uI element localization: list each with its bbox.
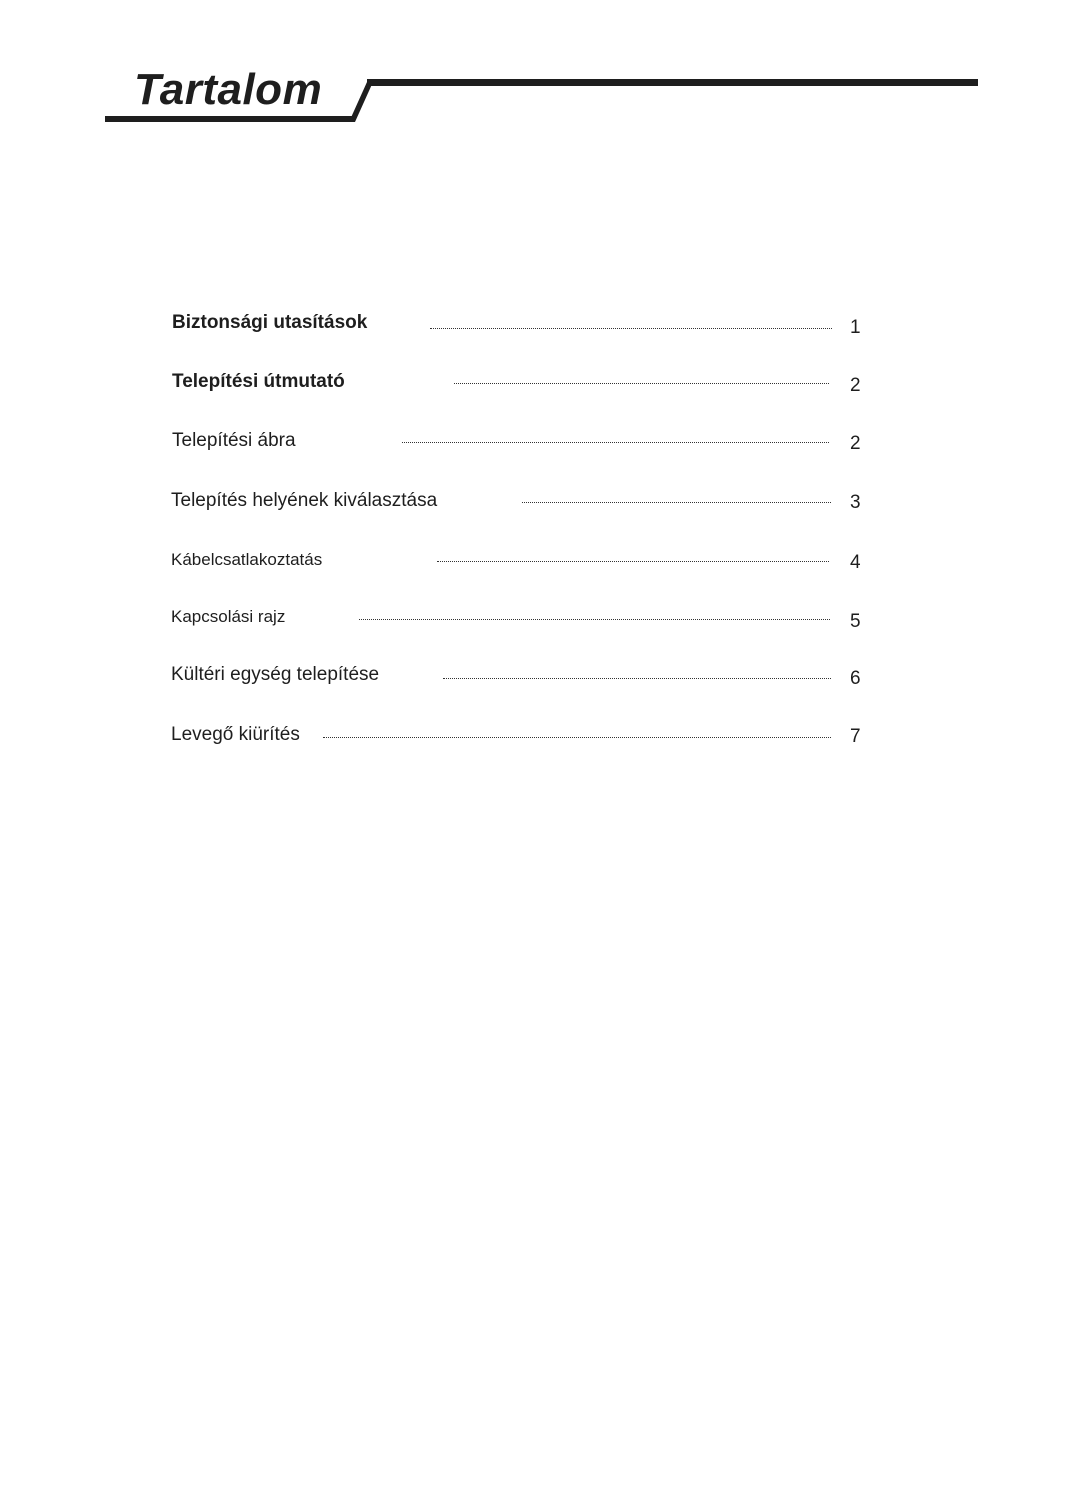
- toc-leader-dots: [402, 442, 829, 443]
- toc-leader-dots: [454, 383, 829, 384]
- toc-entry-levego-kiurites[interactable]: [0, 720, 1083, 760]
- toc-entry-page-number: 7: [850, 726, 861, 747]
- toc-entry-kapcsolasi-rajz[interactable]: [0, 603, 1083, 643]
- toc-entry-label: Levegő kiürítés: [171, 724, 300, 745]
- toc-entry-page-number: 6: [850, 668, 861, 689]
- toc-entry-biztonsagi-utasitasok[interactable]: [0, 308, 1083, 348]
- toc-entry-label: Kábelcsatlakoztatás: [171, 550, 323, 569]
- toc-entry-label: Telepítés helyének kiválasztása: [171, 490, 438, 511]
- toc-entry-kabelcsatlakoztatas[interactable]: [0, 546, 1083, 586]
- toc-entry-label: Biztonsági utasítások: [172, 312, 368, 333]
- toc-entry-page-number: 1: [850, 317, 861, 338]
- toc-leader-dots: [522, 502, 831, 503]
- toc-entry-page-number: 4: [850, 552, 861, 573]
- toc-entry-telepitesi-abra[interactable]: [0, 426, 1083, 466]
- toc-entry-telepites-helyenek-kivalasztasa[interactable]: [0, 486, 1083, 526]
- toc-entry-kulteri-egyseg-telepitese[interactable]: [0, 660, 1083, 700]
- toc-leader-dots: [359, 619, 830, 620]
- toc-entry-label: Kültéri egység telepítése: [171, 664, 380, 685]
- toc-entry-page-number: 5: [850, 611, 861, 632]
- toc-entry-label: Kapcsolási rajz: [171, 607, 286, 626]
- toc-leader-dots: [437, 561, 829, 562]
- toc-leader-dots: [430, 328, 832, 329]
- page-title: Tartalom: [134, 65, 323, 114]
- toc-entry-telepitesi-utmutato[interactable]: [0, 367, 1083, 407]
- toc-entry-page-number: 2: [850, 375, 861, 396]
- toc-entry-page-number: 3: [850, 492, 861, 513]
- toc-leader-dots: [323, 737, 831, 738]
- toc-entry-page-number: 2: [850, 433, 861, 454]
- toc-entry-label: Telepítési útmutató: [172, 371, 345, 392]
- toc-entry-label: Telepítési ábra: [172, 430, 296, 451]
- toc-leader-dots: [443, 678, 831, 679]
